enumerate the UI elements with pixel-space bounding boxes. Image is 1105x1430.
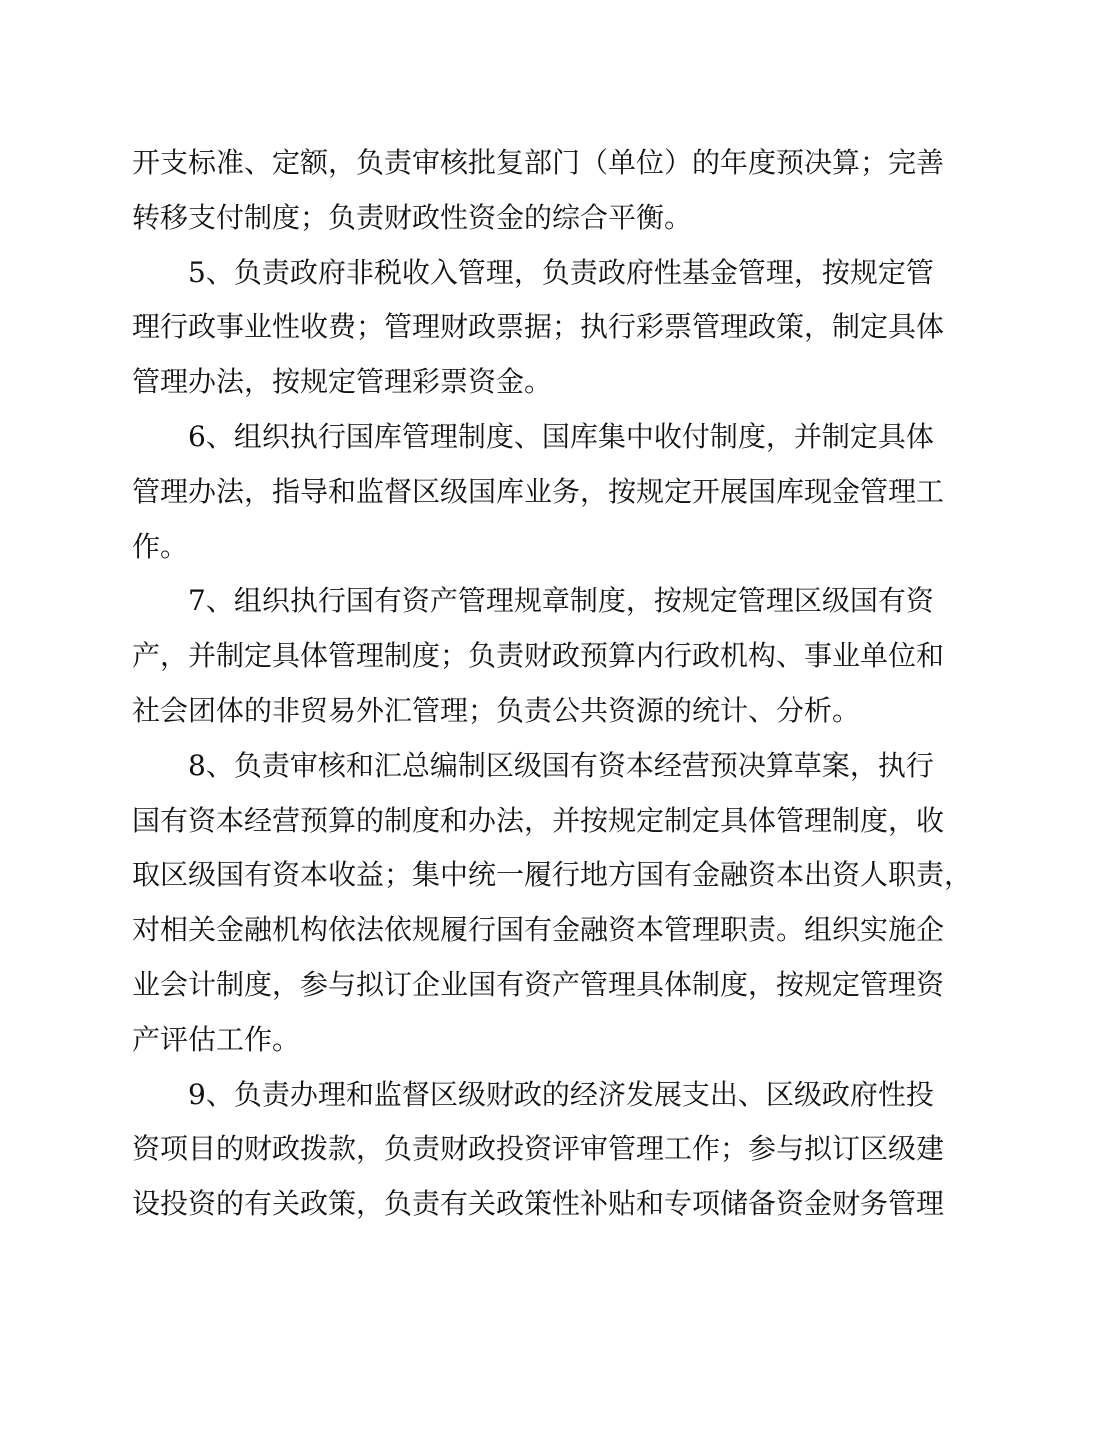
text-line: 设投资的有关政策，负责有关政策性补贴和专项储备资金财务管理 <box>132 1187 945 1221</box>
paragraph-item-5: 5、负责政府非税收入管理，负责政府性基金管理，按规定管 <box>188 255 934 289</box>
text-line: 取区级国有资本收益；集中统一履行地方国有金融资本出资人职责， <box>132 858 973 892</box>
text-line: 产，并制定具体管理制度；负责财政预算内行政机构、事业单位和 <box>132 639 945 673</box>
text-line: 作。 <box>132 529 189 563</box>
text-line: 理行政事业性收费；管理财政票据；执行彩票管理政策，制定具体 <box>132 310 945 344</box>
document-body <box>132 136 977 1232</box>
paragraph-item-8: 8、负责审核和汇总编制区级国有资本经营预决算草案，执行 <box>188 748 934 782</box>
text-line: 产评估工作。 <box>132 1022 301 1056</box>
paragraph-item-9: 9、负责办理和监督区级财政的经济发展支出、区级政府性投 <box>188 1077 934 1111</box>
text-line: 社会团体的非贸易外汇管理；负责公共资源的统计、分析。 <box>132 693 861 727</box>
paragraph-item-7: 7、组织执行国有资产管理规章制度，按规定管理区级国有资 <box>188 584 934 618</box>
text-line: 业会计制度，参与拟订企业国有资产管理具体制度，按规定管理资 <box>132 967 945 1001</box>
text-line: 管理办法，按规定管理彩票资金。 <box>132 365 553 399</box>
text-line: 资项目的财政拨款，负责财政投资评审管理工作；参与拟订区级建 <box>132 1132 945 1166</box>
text-line: 管理办法，指导和监督区级国库业务，按规定开展国库现金管理工 <box>132 474 945 508</box>
text-line: 转移支付制度；负责财政性资金的综合平衡。 <box>132 200 693 234</box>
text-line: 对相关金融机构依法依规履行国有金融资本管理职责。组织实施企 <box>132 913 945 947</box>
text-line: 国有资本经营预算的制度和办法，并按规定制定具体管理制度，收 <box>132 803 945 837</box>
paragraph-item-6: 6、组织执行国库管理制度、国库集中收付制度，并制定具体 <box>188 419 934 453</box>
text-line: 开支标准、定额，负责审核批复部门（单位）的年度预决算；完善 <box>132 146 945 179</box>
